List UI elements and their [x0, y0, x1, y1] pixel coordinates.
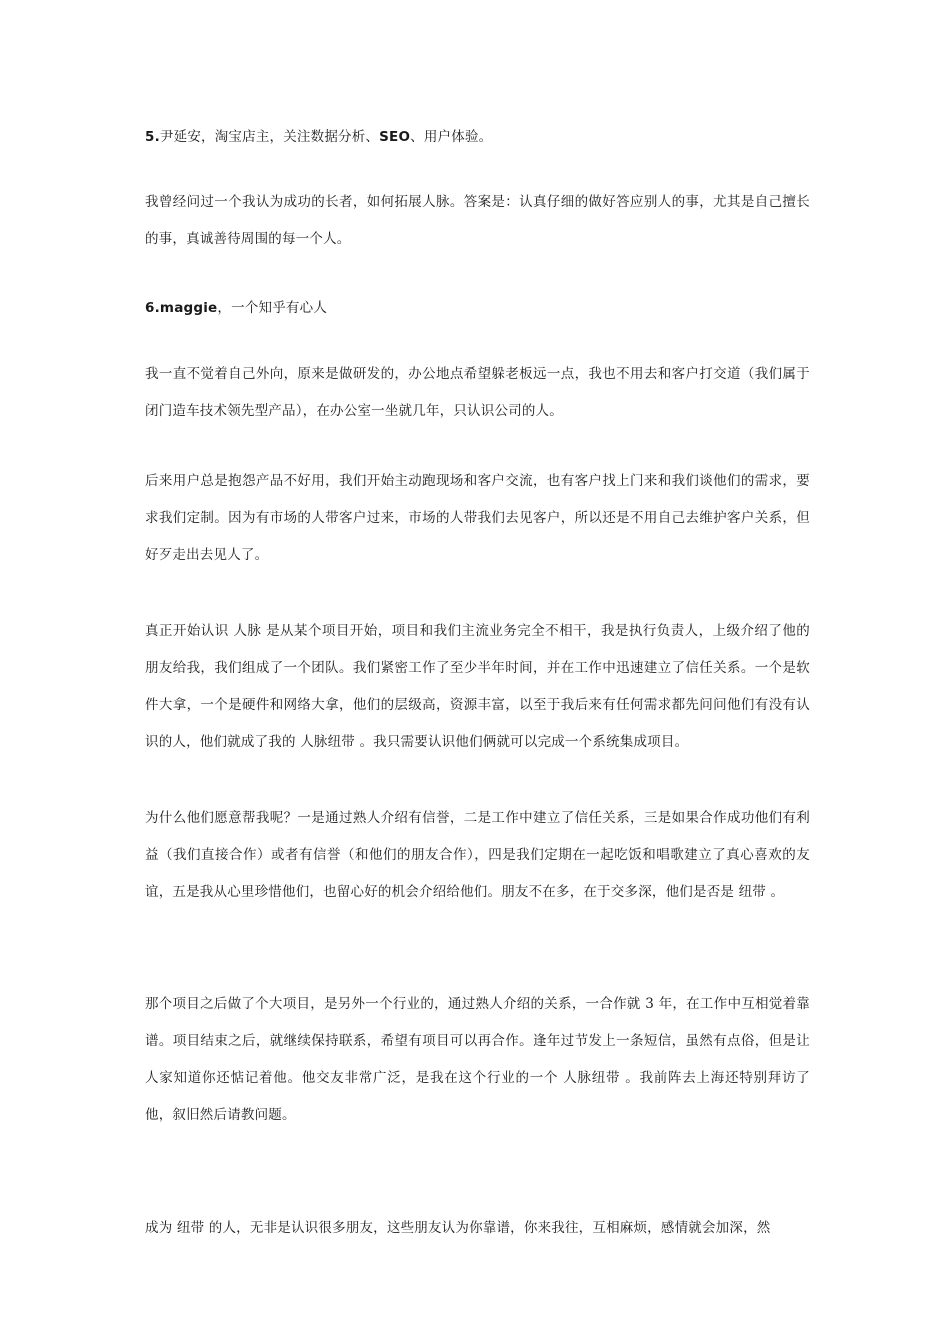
section-6-heading [145, 290, 810, 327]
section-5-text-a: 尹延安，淘宝店主，关注数据分析、 [159, 129, 380, 145]
paragraph-4: 真正开始认识 人脉 是从某个项目开始，项目和我们主流业务完全不相干，我是执行负责人，上级介绍了他的朋友给我，我们组成了一个团队。我们紧密工作了至少半年时间，并在工作中迅速建立了信任关系。一个是软件大拿，一个是硬件和网络大拿，他们的层级高，资源丰富，以至于我后来有任何需求都先问问他们有没有认识的人，他们就成了我的 人脉纽带 。我只需要认识他们俩就可以完成一个系统集成项目。 [145, 623, 810, 750]
paragraph-7: 成为 纽带 的人，无非是认识很多朋友，这些朋友认为你靠谱，你来我往，互相麻烦，感情就会加深，然 [145, 1220, 771, 1236]
section-5-number: 5. [145, 129, 160, 145]
paragraph-2: 我一直不觉着自己外向，原来是做研发的，办公地点希望躲老板远一点，我也不用去和客户打交道（我们属于闭门造车技术领先型产品），在办公室一坐就几年，只认识公司的人。 [145, 366, 810, 419]
paragraph-3: 后来用户总是抱怨产品不好用，我们开始主动跑现场和客户交流，也有客户找上门来和我们谈他们的需求，要求我们定制。因为有市场的人带客户过来，市场的人带我们去见客户，所以还是不用自己去维护客户关系，但好歹走出去见人了。 [145, 473, 810, 563]
section-5-seo: SEO [379, 129, 411, 145]
section-6-text: ，一个知乎有心人 [217, 300, 328, 316]
paragraph-6: 那个项目之后做了个大项目，是另外一个行业的，通过熟人介绍的关系，一合作就 3 年，在工作中互相觉着靠谱。项目结束之后，就继续保持联系，希望有项目可以再合作。逢年过节发上一条短信，虽然有点俗，但是让人家知道你还惦记着他。他交友非常广泛，是我在这个行业的一个 人脉纽带 。我前阵去上海还特别拜访了他，叙旧然后请教问题。 [145, 996, 810, 1123]
section-5-text-b: 、用户体验。 [410, 129, 493, 145]
section-5-heading [145, 119, 810, 156]
section-6-number: 6.maggie [145, 300, 218, 316]
paragraph-5: 为什么他们愿意帮我呢？一是通过熟人介绍有信誉，二是工作中建立了信任关系，三是如果合作成功他们有利益（我们直接合作）或者有信誉（和他们的朋友合作），四是我们定期在一起吃饭和唱歌建立了真心喜欢的友谊，五是我从心里珍惜他们，也留心好的机会介绍给他们。朋友不在多，在于交多深，他们是否是 纽带 。 [145, 810, 810, 900]
paragraph-1: 我曾经问过一个我认为成功的长者，如何拓展人脉。答案是：认真仔细的做好答应别人的事，尤其是自己擅长的事，真诚善待周围的每一个人。 [145, 194, 810, 247]
